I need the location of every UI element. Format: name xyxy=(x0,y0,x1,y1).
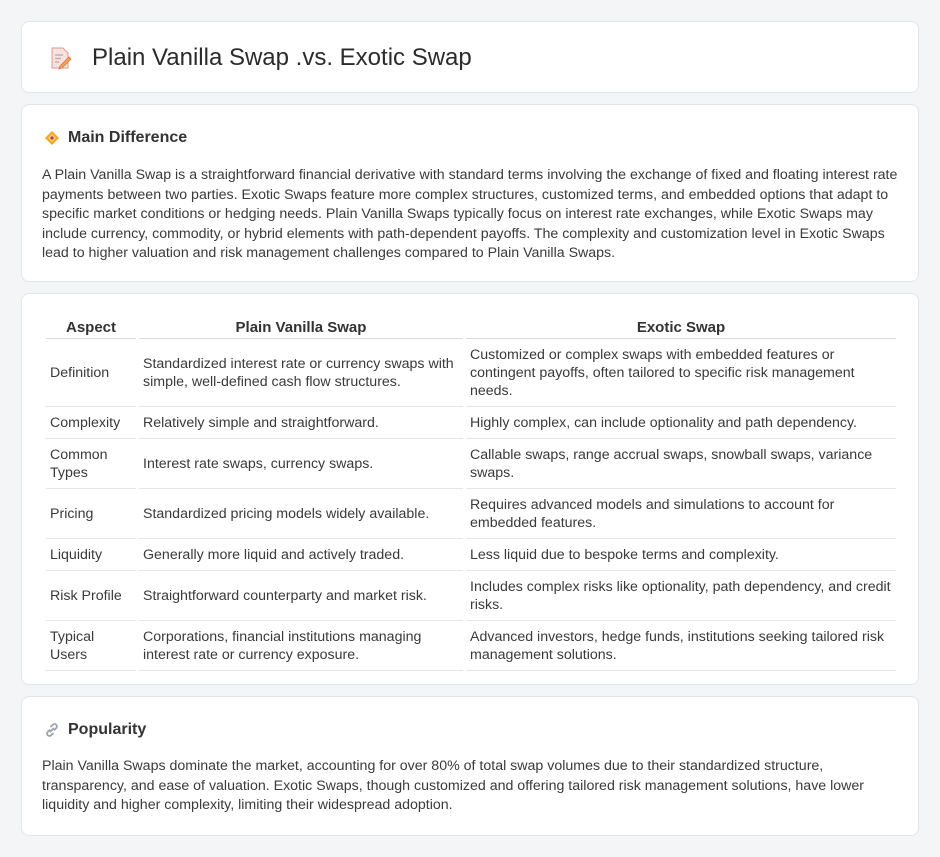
popularity-title: Popularity xyxy=(68,721,147,738)
main-difference-text: A Plain Vanilla Swap is a straightforward financial derivative with standard terms involving the exchange of fixed and floating interest rate payments between two parties. Exotic Swaps feature more complex structures, customized terms, and embedded options that adapt to specific market conditions or hedging needs. Plain Vanilla Swaps typically focus on interest rate exchanges, while Exotic Swaps may include currency, commodity, or hybrid elements with path-dependent payoffs. The complexity and customization level in Exotic Swaps lead to higher valuation and risk management challenges compared to Plain Vanilla Swaps. xyxy=(42,167,898,262)
aspect-cell: Typical Users xyxy=(46,622,136,671)
comparison-card xyxy=(21,293,919,685)
plain-vanilla-cell: Relatively simple and straightforward. xyxy=(139,408,463,439)
aspect-cell: Complexity xyxy=(46,408,136,439)
plain-vanilla-cell: Standardized pricing models widely available. xyxy=(139,490,463,539)
aspect-cell: Definition xyxy=(46,340,136,407)
table-row xyxy=(46,490,896,539)
exotic-cell: Customized or complex swaps with embedded features or contingent payoffs, often tailored to specific risk management needs. xyxy=(466,340,896,407)
exotic-cell: Less liquid due to bespoke terms and complexity. xyxy=(466,540,896,571)
table-row xyxy=(46,408,896,439)
exotic-cell: Includes complex risks like optionality, path dependency, and credit risks. xyxy=(466,572,896,621)
plain-vanilla-cell: Standardized interest rate or currency swaps with simple, well-defined cash flow structures. xyxy=(139,340,463,407)
aspect-cell: Common Types xyxy=(46,440,136,489)
table-row xyxy=(46,440,896,489)
exotic-cell: Advanced investors, hedge funds, institutions seeking tailored risk management solutions. xyxy=(466,622,896,671)
exotic-cell: Requires advanced models and simulations to account for embedded features. xyxy=(466,490,896,539)
popularity-heading xyxy=(44,721,146,739)
aspect-cell: Risk Profile xyxy=(46,572,136,621)
plain-vanilla-cell: Interest rate swaps, currency swaps. xyxy=(139,440,463,489)
plain-vanilla-cell: Corporations, financial institutions managing interest rate or currency exposure. xyxy=(139,622,463,671)
document-pencil-icon xyxy=(48,46,72,70)
popularity-text: Plain Vanilla Swaps dominate the market, accounting for over 80% of total swap volumes due to their standardized structure, transparency, and ease of valuation. Exotic Swaps, though customized and offering tailored risk management solutions, have lower liquidity and higher complexity, limiting their widespread adoption. xyxy=(42,758,865,814)
aspect-cell: Pricing xyxy=(46,490,136,539)
table-header-row xyxy=(46,317,896,339)
link-icon xyxy=(44,722,60,738)
exotic-cell: Callable swaps, range accrual swaps, snowball swaps, variance swaps. xyxy=(466,440,896,489)
main-difference-card xyxy=(21,104,919,282)
table-row xyxy=(46,622,896,671)
page-title: Plain Vanilla Swap .vs. Exotic Swap xyxy=(92,44,472,71)
main-difference-title: Main Difference xyxy=(68,129,188,146)
plain-vanilla-cell: Straightforward counterparty and market risk. xyxy=(139,572,463,621)
title-card xyxy=(21,21,919,93)
table-row xyxy=(46,340,896,407)
table-row xyxy=(46,540,896,571)
exotic-cell: Highly complex, can include optionality and path dependency. xyxy=(466,408,896,439)
diamond-icon xyxy=(44,130,60,146)
plain-vanilla-cell: Generally more liquid and actively traded. xyxy=(139,540,463,571)
column-header-plain-vanilla: Plain Vanilla Swap xyxy=(139,317,463,339)
comparison-table xyxy=(43,316,899,672)
popularity-card xyxy=(21,696,919,836)
main-difference-heading xyxy=(44,129,187,147)
column-header-exotic: Exotic Swap xyxy=(466,317,896,339)
table-row xyxy=(46,572,896,621)
aspect-cell: Liquidity xyxy=(46,540,136,571)
column-header-aspect: Aspect xyxy=(46,317,136,339)
